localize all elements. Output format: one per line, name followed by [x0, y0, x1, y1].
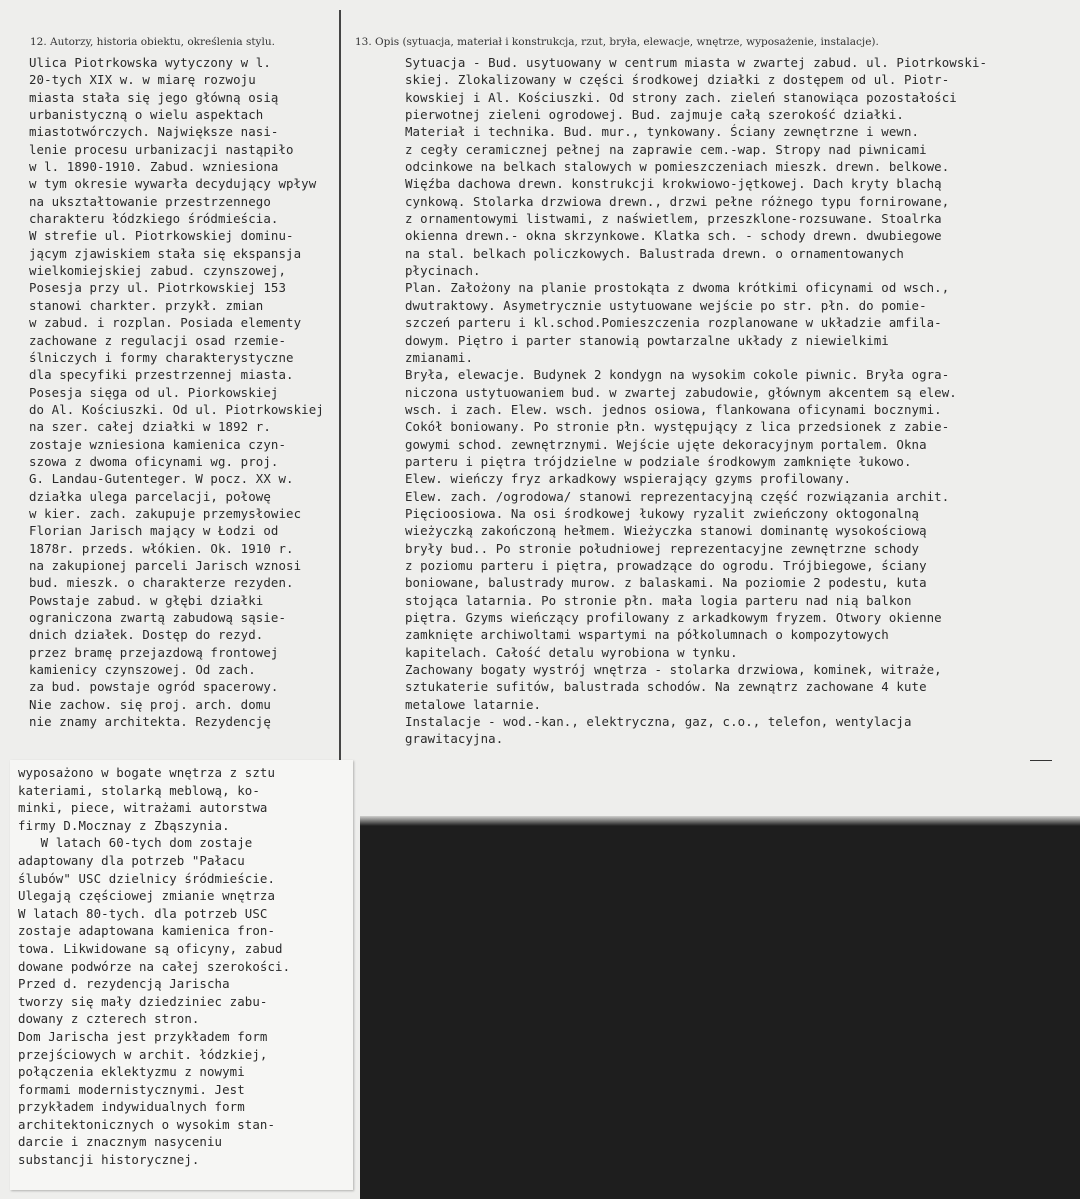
description-text-line: Plan. Założony na planie prostokąta z dwoma krótkimi oficynami od wsch., — [405, 280, 950, 296]
description-text-line: Materiał i technika. Bud. mur., tynkowany. Ściany zewnętrzne i wewn. — [405, 124, 920, 140]
history-text-line: w tym okresie wywarła decydujący wpływ — [29, 176, 317, 192]
clipping-text-line: W latach 60-tych dom zostaje — [18, 835, 253, 851]
clipping-text-line: dowany z czterech stron. — [18, 1011, 200, 1027]
description-text-line: skiej. Zlokalizowany w części środkowej działki z dostępem od ul. Piotr- — [405, 72, 950, 88]
clipping-text-line: przykładem indywidualnych form — [18, 1099, 245, 1115]
clipping-text-line: zostaje adaptowana kamienica fron- — [18, 923, 276, 939]
clipping-text-line: adaptowany dla potrzeb "Pałacu — [18, 852, 245, 868]
dark-background-area — [360, 823, 1080, 1199]
description-text-line: stojąca latarnia. Po stronie płn. mała logia parteru nad nią balkon — [405, 592, 912, 608]
history-text-line: do Al. Kościuszki. Od ul. Piotrkowskiej — [29, 401, 324, 417]
description-text-line: pierwotnej zieleni ogrodowej. Bud. zajmuje całą szerokość działki. — [405, 107, 904, 123]
history-text-line: stanowi charkter. przykł. zmian — [29, 297, 264, 313]
history-text-line: na zakupionej parceli Jarisch wznosi — [29, 557, 302, 573]
history-text-line: Posesja sięga od ul. Piorkowskiej — [29, 384, 279, 400]
clipping-text-line: tworzy się mały dziedziniec zabu- — [18, 993, 268, 1009]
history-text-line: urbanistyczną o wielu aspektach — [29, 107, 264, 123]
clipping-text-line: kateriami, stolarką meblową, ko- — [18, 782, 260, 798]
clipping-text-line: wyposażono w bogate wnętrza z sztu — [18, 765, 276, 780]
section-12-header: 12. Autorzy, historia obiektu, określenia stylu. — [30, 36, 275, 48]
history-text-line: w l. 1890-1910. Zabud. wzniesiona — [29, 159, 279, 175]
end-dash — [1030, 760, 1052, 761]
history-text-line: dla specyfiki przestrzennej miasta. — [29, 367, 294, 383]
history-text-line: Ulica Piotrkowska wytyczony w l. — [29, 55, 271, 70]
description-text-line: Sytuacja - Bud. usytuowany w centrum miasta w zwartej zabud. ul. Piotrkowski- — [405, 55, 988, 70]
history-text-line: szowa z dwoma oficynami wg. proj. — [29, 453, 279, 469]
history-text-column — [29, 54, 369, 730]
history-text-line: Nie zachow. się proj. arch. domu — [29, 696, 271, 712]
clipping-text-column — [18, 764, 348, 1169]
history-text-line: bud. mieszk. o charakterze rezyden. — [29, 575, 294, 591]
description-text-line: Instalacje - wod.-kan., elektryczna, gaz, c.o., telefon, wentylacja — [405, 714, 912, 730]
clipping-text-line: W latach 80-tych. dla potrzeb USC — [18, 905, 268, 921]
history-text-line: W strefie ul. Piotrkowskiej dominu- — [29, 228, 294, 244]
history-text-line: wielkomiejskiej zabud. czynszowej, — [29, 263, 287, 279]
description-text-line: Cokół boniowany. Po stronie płn. występujący z lica przedsionek z zabie- — [405, 419, 950, 435]
description-text-line: zmianami. — [405, 349, 474, 365]
description-text-line: niczona ustytuowaniem bud. w zwartej zabudowie, głównym akcentem są elew. — [405, 384, 957, 400]
description-text-line: cynkową. Stolarka drzwiowa drewn., drzwi pełne różnego typu fornirowane, — [405, 193, 950, 209]
history-text-line: w kier. zach. zakupuje przemysłowiec — [29, 505, 302, 521]
clipping-text-line: minki, piece, witrażami autorstwa — [18, 800, 268, 816]
description-text-line: kapitelach. Całość detalu wyrobiona w tynku. — [405, 644, 738, 660]
clipping-text-line: firmy D.Mocznay z Zbąszynia. — [18, 817, 230, 833]
description-text-line: wsch. i zach. Elew. wsch. jednos osiowa, flankowana oficynami bocznymi. — [405, 401, 942, 417]
description-text-column — [405, 54, 1070, 748]
description-text-line: z ornamentowymi listwami, z naświetlem, przeszklone-rozsuwane. Stoalrka — [405, 211, 942, 227]
history-text-line: ślniczych i formy charakterystyczne — [29, 349, 294, 365]
description-text-line: z poziomu parteru i piętra, prowadzące do ogrodu. Trójbiegowe, ściany — [405, 557, 927, 573]
description-text-line: parteru i piętra trójdzielne w podziale środkowym zamknięte łukowo. — [405, 453, 912, 469]
description-text-line: Elew. wieńczy fryz arkadkowy wspierający gzyms profilowany. — [405, 471, 852, 487]
clipping-text-line: substancji historycznej. — [18, 1152, 200, 1168]
description-text-line: bryły bud.. Po stronie południowej reprezentacyjne zewnętrzne schody — [405, 540, 920, 556]
description-text-line: płycinach. — [405, 263, 481, 279]
history-text-line: dnich działek. Dostęp do rezyd. — [29, 627, 264, 643]
clipping-text-line: Ulegają częściowej zmianie wnętrza — [18, 888, 276, 904]
description-text-line: gowymi schod. zewnętrznymi. Wejście ujęte dekoracyjnym portalem. Okna — [405, 436, 927, 452]
history-text-line: 20-tych XIX w. w miarę rozwoju — [29, 72, 256, 88]
history-text-line: na szer. całej działki w 1892 r. — [29, 419, 271, 435]
description-text-line: wieżyczką zakończoną hełmem. Wieżyczka stanowi dominantę wysokościową — [405, 523, 927, 539]
history-text-line: działka ulega parcelacji, połowę — [29, 488, 271, 504]
history-text-line: charakteru łódzkiego śródmieścia. — [29, 211, 279, 227]
description-text-line: Więźba dachowa drewn. konstrukcji krokwiowo-jętkowej. Dach kryty blachą — [405, 176, 942, 192]
description-text-line: metalowe latarnie. — [405, 696, 542, 712]
description-text-line: zamknięte archiwoltami wspartymi na półkolumnach o kompozytowych — [405, 627, 889, 643]
clipping-text-line: przejściowych w archit. łódzkiej, — [18, 1046, 268, 1062]
history-text-line: zachowane z regulacji osad rzemie- — [29, 332, 287, 348]
history-text-line: G. Landau-Gutenteger. W pocz. XX w. — [29, 471, 294, 487]
description-text-line: szczeń parteru i kl.schod.Pomieszczenia rozplanowane w układzie amfila- — [405, 315, 942, 331]
description-text-line: z cegły ceramicznej pełnej na zaprawie cem.-wap. Stropy nad piwnicami — [405, 141, 927, 157]
description-text-line: odcinkowe na belkach stalowych w pomieszczeniach mieszk. drewn. belkowe. — [405, 159, 950, 175]
description-text-line: na stal. belkach policzkowych. Balustrada drewn. o ornamentowanych — [405, 245, 904, 261]
clipping-text-line: połączenia eklektyzmu z nowymi — [18, 1064, 245, 1080]
description-text-line: kowskiej i Al. Kościuszki. Od strony zach. zieleń stanowiąca pozostałości — [405, 89, 957, 105]
description-text-line: grawitacyjna. — [405, 731, 504, 747]
description-text-line: Pięcioosiowa. Na osi środkowej łukowy ryzalit zwieńczony oktogonalną — [405, 505, 920, 521]
history-text-line: na ukształtowanie przestrzennego — [29, 193, 271, 209]
history-text-line: ograniczona zwartą zabudową sąsie- — [29, 610, 287, 625]
section-13-header: 13. Opis (sytuacja, materiał i konstrukcja, rzut, bryła, elewacje, wnętrze, wyposażenie, instalacje). — [355, 36, 879, 48]
description-text-line: piętra. Gzyms wieńczący profilowany z arkadkowym fryzem. Otwory okienne — [405, 610, 942, 625]
description-text-line: okienna drewn.- okna skrzynkowe. Klatka sch. - schody drewn. dwubiegowe — [405, 228, 942, 244]
history-text-line: 1878r. przeds. włókien. Ok. 1910 r. — [29, 540, 294, 556]
description-text-line: Zachowany bogaty wystrój wnętrza - stolarka drzwiowa, kominek, witraże, — [405, 662, 942, 678]
history-text-line: Powstaje zabud. w głębi działki — [29, 592, 264, 608]
pasted-text-clipping — [10, 760, 353, 1190]
description-text-line: dwutraktowy. Asymetrycznie ustytuowane wejście po str. płn. do pomie- — [405, 297, 927, 313]
clipping-text-line: darcie i znacznym nasyceniu — [18, 1134, 223, 1150]
description-text-line: Bryła, elewacje. Budynek 2 kondygn na wysokim cokole piwnic. Bryła ogra- — [405, 367, 950, 383]
clipping-text-line: architektonicznych o wysokim stan- — [18, 1116, 276, 1132]
clipping-text-line: dowane podwórze na całej szerokości. — [18, 958, 291, 974]
description-text-line: Elew. zach. /ogrodowa/ stanowi reprezentacyjną część rozwiązania archit. — [405, 488, 950, 504]
description-text-line: sztukaterie sufitów, balustrada schodów. Na zewnątrz zachowane 4 kute — [405, 679, 927, 695]
history-text-line: Florian Jarisch mający w Łodzi od — [29, 523, 279, 539]
history-text-line: w zabud. i rozplan. Posiada elementy — [29, 315, 302, 331]
history-text-line: zostaje wzniesiona kamienica czyn- — [29, 436, 287, 452]
history-text-line: za bud. powstaje ogród spacerowy. — [29, 679, 279, 695]
history-text-line: jącym zjawiskiem stała się ekspansja — [29, 245, 302, 261]
description-text-line: boniowane, balustrady murow. z balaskami. Na poziomie 2 podestu, kuta — [405, 575, 927, 591]
description-text-line: dowym. Piętro i parter stanowią powtarzalne układy z niewielkimi — [405, 332, 889, 348]
history-text-line: nie znamy architekta. Rezydencję — [29, 714, 271, 730]
history-text-line: Posesja przy ul. Piotrkowskiej 153 — [29, 280, 287, 296]
clipping-text-line: Dom Jarischa jest przykładem form — [18, 1028, 268, 1044]
history-text-line: przez bramę przejazdową frontowej — [29, 644, 279, 660]
history-text-line: lenie procesu urbanizacji nastąpiło — [29, 141, 294, 157]
clipping-text-line: Przed d. rezydencją Jarischa — [18, 976, 230, 992]
clipping-text-line: towa. Likwidowane są oficyny, zabud — [18, 940, 283, 956]
history-text-line: miasta stała się jego główną osią — [29, 89, 279, 105]
clipping-text-line: ślubów" USC dzielnicy śródmieście. — [18, 870, 276, 886]
history-text-line: kamienicy czynszowej. Od zach. — [29, 662, 256, 678]
history-text-line: miastotwórczych. Największe nasi- — [29, 124, 279, 140]
clipping-text-line: formami modernistycznymi. Jest — [18, 1081, 245, 1097]
